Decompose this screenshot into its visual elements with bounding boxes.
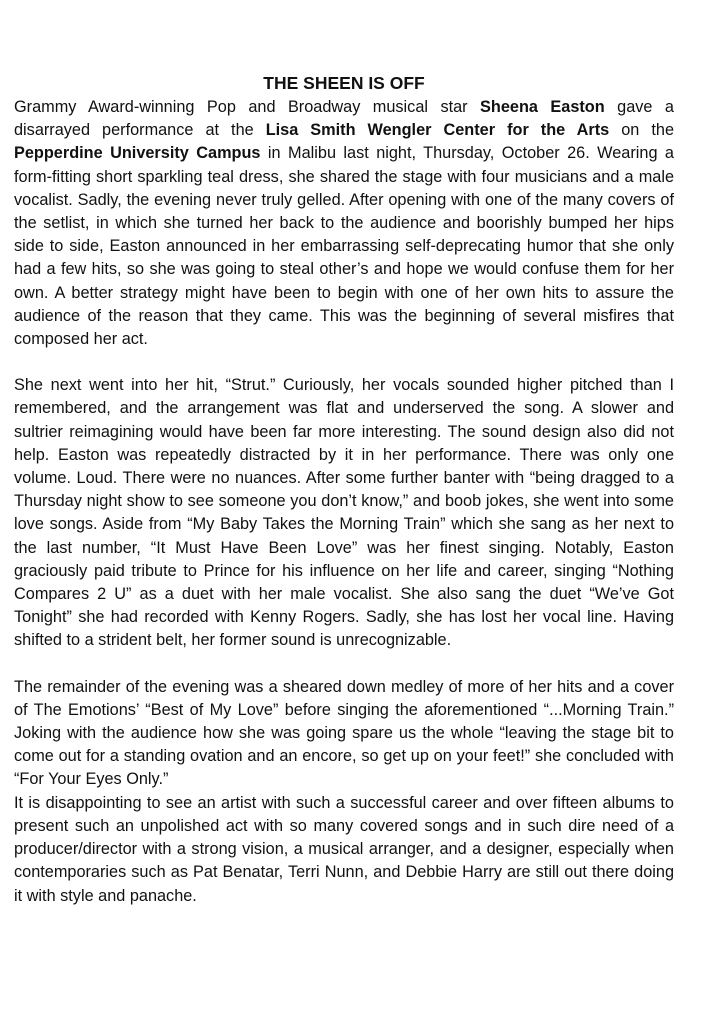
paragraph-1 (14, 96, 674, 351)
paragraph-1-text-4: in Malibu last night, Thursday, October 26. Wearing a form-fitting short sparkling teal dress, she shared the stage with four musicians and a male vocalist. Sadly, the evening never truly gelled. After opening with one of the many covers of the setlist, in which she turned her back to the audience and boorishly bumped her hips side to side, Easton announced in her embarrassing self-deprecating humor that she only had a few hits, so she was going to steal other’s and hope we would confuse them for her own. A better strategy might have been to begin with one of her own hits to assure the audience of the reason that they came. This was the beginning of several misfires that composed her act. (14, 144, 674, 349)
paragraph-1-text-2: gave a disarrayed performance at the (14, 98, 674, 140)
paragraph-gap (14, 351, 674, 374)
paragraph-1-text-1: Grammy Award-winning Pop and Broadway musical star (14, 98, 481, 116)
article-title: THE SHEEN IS OFF (263, 73, 425, 93)
venue-name: Lisa Smith Wengler Center for the Arts (265, 121, 610, 140)
campus-name: Pepperdine University Campus (14, 144, 261, 163)
paragraph-1-text-3: on the (609, 121, 674, 140)
paragraph-2: She next went into her hit, “Strut.” Curiously, her vocals sounded higher pitched than I remembered, and the arrangement was flat and underserved the song. A slower and sultrier reimagining would have been far more interesting. The sound design also did not help. Easton was repeatedly distracted by it in her performance. There was only one volume. Loud. There were no nuances. After some further banter with “being dragged to a Thursday night show to see someone you don’t know,” and boob jokes, she went into some love songs. Aside from “My Baby Takes the Morning Train” which she sang as her next to the last number, “It Must Have Been Love” was her finest singing. Notably, Easton graciously paid tribute to Prince for his influence on her life and career, singing “Nothing Compares 2 U” as a duet with her male vocalist. She also sang the duet “We’ve Got Tonight” she had recorded with Kenny Rogers. Sadly, she has lost her vocal line. Having shifted to a strident belt, her former sound is unrecognizable. (14, 376, 674, 650)
artist-name: Sheena Easton (480, 98, 605, 116)
article (14, 72, 674, 908)
paragraph-4: It is disappointing to see an artist with such a successful career and over fifteen albums to present such an unpolished act with so many covered songs and in such dire need of a producer/director with a strong vision, a musical arranger, and a designer, especially when contemporaries such as Pat Benatar, Terri Nunn, and Debbie Harry are still out there doing it with style and panache. (14, 793, 674, 905)
paragraph-gap (14, 653, 674, 676)
paragraph-3: The remainder of the evening was a sheared down medley of more of her hits and a cover of The Emotions’ “Best of My Love” before singing the aforementioned “...Morning Train.” Joking with the audience how she was going spare us the whole “leaving the stage bit to come out for a standing ovation and an encore, so get up on your feet!” she concluded with “For Your Eyes Only.” (14, 677, 674, 789)
